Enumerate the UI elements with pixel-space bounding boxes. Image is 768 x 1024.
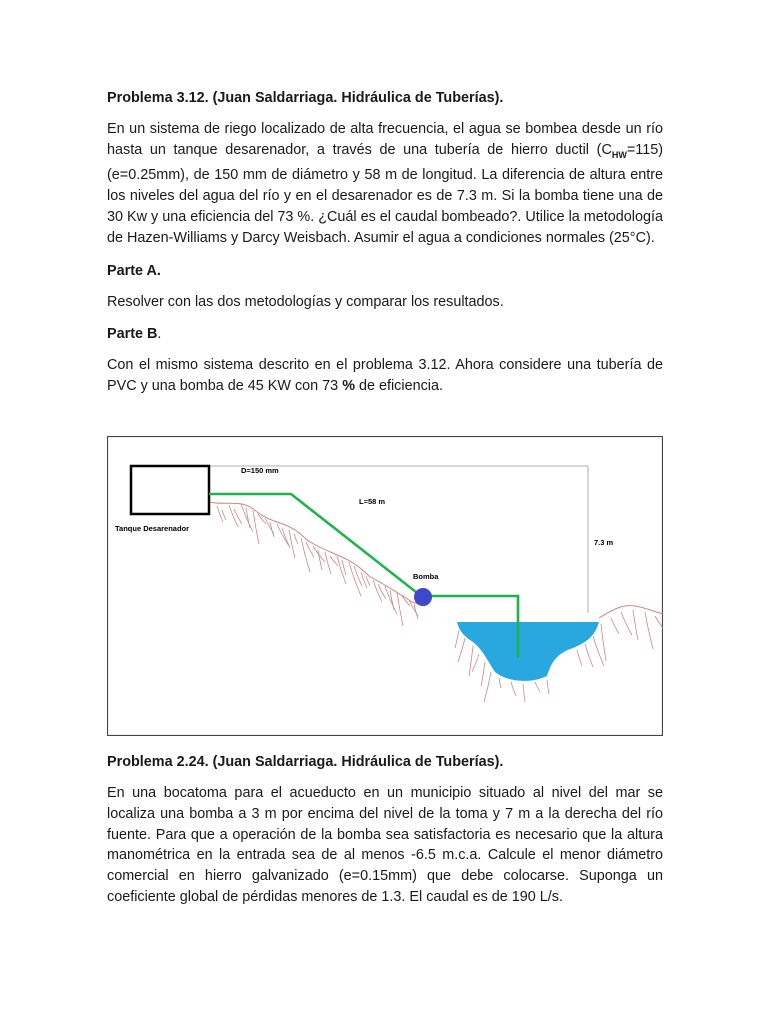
- statement-subscript: HW: [611, 149, 627, 160]
- problem-3-12-statement: [107, 119, 663, 249]
- diameter-label: D=150 mm: [241, 466, 279, 475]
- part-b-dot: .: [157, 326, 162, 343]
- height-label: 7.3 m: [594, 538, 614, 547]
- part-b-heading: [107, 324, 663, 345]
- figure-svg: [107, 436, 663, 736]
- irrigation-system-figure: [107, 436, 663, 736]
- tank-box: [131, 466, 209, 514]
- statement-part-2: =115) (e=0.25mm), de 150 mm de diámetro y 58 m de longitud. La diferencia de altura entre los niveles del agua del río y en el desarenador es de 7.3 m. Si la bomba tiene una de 30 Kw y una eficiencia del 73 %. ¿Cuál es el caudal bombeado?. Utilice la metodología de Hazen-Williams y Darcy Weisbach. Asumir el agua a condiciones normales (25°C).: [107, 141, 663, 246]
- part-b-percent: %: [342, 378, 355, 395]
- tank-label: Tanque Desarenador: [115, 524, 190, 533]
- statement-part-1: En un sistema de riego localizado de alta frecuencia, el agua se bombea desde un río hasta un tanque desarenador, a través de una tubería de hierro ductil (C: [107, 121, 663, 158]
- problem-2-24-heading: Problema 2.24. (Juan Saldarriaga. Hidráulica de Tuberías).: [107, 754, 504, 770]
- problem-3-12-heading: Problema 3.12. (Juan Saldarriaga. Hidráulica de Tuberías).: [107, 90, 504, 106]
- part-a-label: Parte A.: [107, 262, 161, 279]
- pump: [414, 588, 432, 606]
- problem-2-24-statement: En una bocatoma para el acueducto en un municipio situado al nivel del mar se localiza una bomba a 3 m por encima del nivel de la toma y 7 m a la derecha del río fuente. Para que a operación de la bomba sea satisfactoria es necesario que la altura manométrica en la entrada sea de al menos -6.5 m.c.a. Calcule el menor diámetro comercial en hierro galvanizado (e=0.15mm) que debe colocarse. Suponga un coeficiente global de pérdidas menores de 1.3. El caudal es de 190 L/s.: [107, 785, 663, 905]
- pump-label: Bomba: [413, 572, 439, 581]
- length-label: L=58 m: [359, 497, 386, 506]
- problem-3-12: [107, 88, 663, 409]
- part-b-text-1: Con el mismo sistema descrito en el problema 3.12. Ahora considere una tubería de PVC y una bomba de 45 KW con 73: [107, 357, 663, 395]
- part-b-text-2: de eficiencia.: [354, 378, 443, 395]
- part-b-text: [107, 355, 663, 397]
- part-a-text: Resolver con las dos metodologías y comparar los resultados.: [107, 293, 504, 310]
- part-b-label: Parte B: [107, 326, 158, 343]
- problem-2-24: [107, 752, 663, 920]
